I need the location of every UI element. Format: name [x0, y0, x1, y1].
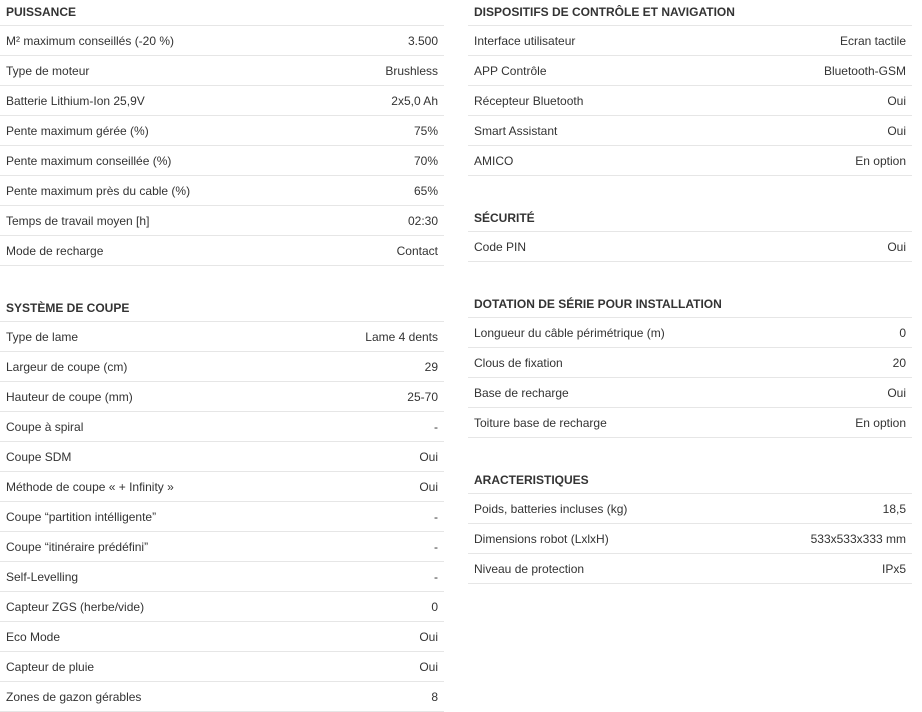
spec-label: AMICO [474, 153, 514, 168]
section-caracteristiques [468, 468, 912, 584]
spec-row [468, 86, 912, 116]
spec-value: 70% [413, 153, 438, 168]
spec-label: Pente maximum conseillée (%) [6, 153, 172, 168]
spec-label: Self-Levelling [6, 569, 79, 584]
spec-label: Hauteur de coupe (mm) [6, 389, 133, 404]
spec-value: Oui [419, 659, 438, 674]
spec-row [0, 206, 444, 236]
spec-value: 0 [431, 599, 438, 614]
section-spacer [468, 262, 912, 292]
spec-value: 75% [413, 123, 438, 138]
spec-rows [468, 26, 912, 176]
spec-row [0, 592, 444, 622]
section-title: DOTATION DE SÉRIE POUR INSTALLATION [468, 292, 912, 318]
spec-label: Capteur de pluie [6, 659, 95, 674]
spec-row [0, 116, 444, 146]
spec-value: En option [855, 153, 906, 168]
spec-label: Dimensions robot (LxlxH) [474, 531, 609, 546]
section-securite [468, 206, 912, 262]
spec-value: Oui [419, 479, 438, 494]
spec-row [468, 408, 912, 438]
spec-label: Coupe “itinéraire prédéfini” [6, 539, 149, 554]
spec-value: 02:30 [407, 213, 438, 228]
section-title: SYSTÈME DE COUPE [0, 296, 444, 322]
spec-rows [468, 318, 912, 438]
spec-label: Clous de fixation [474, 355, 563, 370]
spec-value: Oui [419, 449, 438, 464]
section-puissance [0, 0, 444, 266]
spec-value: 533x533x333 mm [810, 531, 906, 546]
spec-row [0, 382, 444, 412]
spec-value: - [434, 569, 438, 584]
spec-label: Zones de gazon gérables [6, 689, 142, 704]
section-controle-navigation [468, 0, 912, 176]
spec-value: Contact [396, 243, 438, 258]
spec-label: Base de recharge [474, 385, 569, 400]
spec-row [0, 472, 444, 502]
spec-label: Batterie Lithium-Ion 25,9V [6, 93, 145, 108]
spec-row [468, 116, 912, 146]
spec-row [0, 652, 444, 682]
left-column [0, 0, 444, 712]
spec-value: Ecran tactile [839, 33, 906, 48]
spec-row [0, 146, 444, 176]
spec-rows [0, 322, 444, 712]
spec-row [468, 494, 912, 524]
spec-row [468, 524, 912, 554]
spec-row [468, 26, 912, 56]
spec-value: Oui [887, 93, 906, 108]
spec-rows [468, 232, 912, 262]
spec-row [468, 232, 912, 262]
spec-value: 18,5 [882, 501, 906, 516]
spec-row [468, 146, 912, 176]
right-column [468, 0, 912, 584]
spec-label: Niveau de protection [474, 561, 585, 576]
spec-value: Oui [887, 123, 906, 138]
spec-label: Longueur du câble périmétrique (m) [474, 325, 665, 340]
spec-row [468, 554, 912, 584]
section-title: SÉCURITÉ [468, 206, 912, 232]
spec-row [0, 412, 444, 442]
spec-row [0, 236, 444, 266]
spec-value: - [434, 509, 438, 524]
spec-rows [468, 494, 912, 584]
spec-value: 65% [413, 183, 438, 198]
spec-label: Coupe à spiral [6, 419, 84, 434]
section-spacer [0, 266, 444, 296]
spec-row [0, 562, 444, 592]
spec-value: IPx5 [881, 561, 906, 576]
spec-value: Brushless [385, 63, 438, 78]
spec-value: Oui [419, 629, 438, 644]
spec-label: Interface utilisateur [474, 33, 576, 48]
spec-label: Méthode de coupe « + Infinity » [6, 479, 174, 494]
spec-row [0, 322, 444, 352]
spec-row [468, 318, 912, 348]
section-title: DISPOSITIFS DE CONTRÔLE ET NAVIGATION [468, 0, 912, 26]
spec-label: M² maximum conseillés (-20 %) [6, 33, 175, 48]
spec-label: Coupe SDM [6, 449, 72, 464]
spec-label: Coupe “partition intélligente” [6, 509, 157, 524]
spec-row [0, 682, 444, 712]
spec-label: Pente maximum près du cable (%) [6, 183, 191, 198]
spec-row [468, 56, 912, 86]
spec-label: APP Contrôle [474, 63, 547, 78]
spec-value: Lame 4 dents [365, 329, 438, 344]
spec-value: 29 [424, 359, 438, 374]
section-spacer [468, 176, 912, 206]
spec-label: Poids, batteries incluses (kg) [474, 501, 628, 516]
spec-value: 3.500 [407, 33, 438, 48]
spec-label: Pente maximum gérée (%) [6, 123, 149, 138]
spec-row [0, 532, 444, 562]
spec-value: 8 [431, 689, 438, 704]
spec-label: Type de moteur [6, 63, 90, 78]
spec-row [0, 176, 444, 206]
spec-label: Temps de travail moyen [h] [6, 213, 150, 228]
spec-value: - [434, 419, 438, 434]
section-title: ARACTERISTIQUES [468, 468, 912, 494]
spec-value: En option [855, 415, 906, 430]
section-spacer [468, 438, 912, 468]
spec-label: Largeur de coupe (cm) [6, 359, 128, 374]
spec-row [468, 348, 912, 378]
spec-rows [0, 26, 444, 266]
spec-row [0, 502, 444, 532]
spec-label: Eco Mode [6, 629, 61, 644]
spec-row [0, 86, 444, 116]
spec-label: Code PIN [474, 239, 527, 254]
spec-row [0, 56, 444, 86]
spec-value: - [434, 539, 438, 554]
spec-label: Toiture base de recharge [474, 415, 607, 430]
section-title: PUISSANCE [0, 0, 444, 26]
spec-row [0, 352, 444, 382]
spec-value: 25-70 [407, 389, 438, 404]
spec-label: Type de lame [6, 329, 79, 344]
spec-value: Oui [887, 239, 906, 254]
spec-label: Capteur ZGS (herbe/vide) [6, 599, 145, 614]
spec-row [0, 622, 444, 652]
section-systeme-coupe [0, 296, 444, 712]
spec-value: Bluetooth-GSM [823, 63, 906, 78]
spec-row [0, 442, 444, 472]
section-dotation [468, 292, 912, 438]
spec-label: Récepteur Bluetooth [474, 93, 584, 108]
spec-value: 0 [899, 325, 906, 340]
spec-label: Smart Assistant [474, 123, 558, 138]
spec-value: 20 [892, 355, 906, 370]
spec-value: Oui [887, 385, 906, 400]
spec-row [468, 378, 912, 408]
spec-value: 2x5,0 Ah [391, 93, 438, 108]
spec-label: Mode de recharge [6, 243, 104, 258]
spec-row [0, 26, 444, 56]
